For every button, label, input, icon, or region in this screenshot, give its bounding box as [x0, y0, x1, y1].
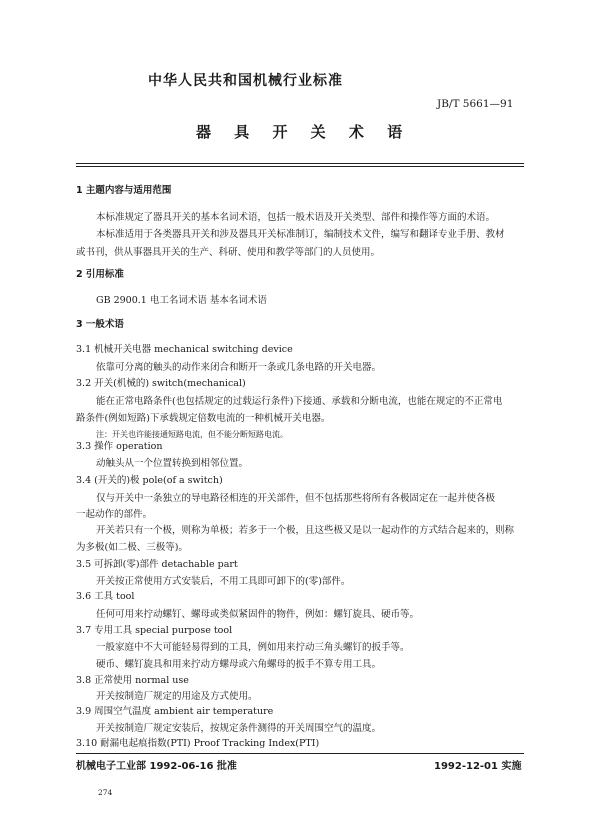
section-3-heading: 3 一般术语: [76, 319, 124, 330]
section-1-paragraph-2-line-2: 或书刊，供从事器具开关的生产、科研、使用和教学等部门的人员使用。: [76, 247, 381, 258]
term-3-2-definition-line-2: 路条件(例如短路)下承载规定倍数电流的一种机械开关电器。: [76, 413, 331, 424]
implementation-date: 1992-12-01 实施: [434, 761, 522, 772]
term-3-6-definition: 任何可用来拧动螺钉、螺母或类似紧固件的物件，例如：螺钉旋具、硬币等。: [96, 609, 420, 620]
term-3-4: 3.4 (开关的)极 pole(of a switch): [76, 475, 223, 486]
term-3-3: 3.3 操作 operation: [76, 441, 163, 452]
term-3-4-definition-line-3: 开关若只有一个极，则称为单极；若多于一个极，且这些极又是以一起动作的方式结合起来的，则称: [96, 525, 515, 536]
term-3-5: 3.5 可拆卸(零)部件 detachable part: [76, 559, 238, 570]
term-3-7-definition-line-1: 一般家庭中不大可能轻易得到的工具，例如用来拧动三角头螺钉的扳手等。: [96, 642, 410, 653]
term-3-4-definition-line-2: 一起动作的部件。: [76, 509, 153, 520]
header-rule-top: [76, 163, 524, 164]
standard-code: JB/T 5661—91: [437, 98, 514, 110]
term-3-2-note: 注：开关也许能接通短路电流，但不能分断短路电流。: [96, 430, 288, 439]
footer-rule: [76, 753, 524, 754]
term-3-4-definition-line-1: 仅与开关中一条独立的导电路径相连的开关部件，但不包括那些将所有各极固定在一起并使各极: [96, 493, 496, 504]
section-1-heading: 1 主题内容与适用范围: [76, 185, 172, 196]
term-3-4-definition-line-4: 为多极(如二极、三极等)。: [76, 542, 188, 553]
term-3-5-definition: 开关按正常使用方式安装后，不用工具即可卸下的(零)部件。: [96, 576, 351, 587]
term-3-7: 3.7 专用工具 special purpose tool: [76, 625, 233, 636]
referenced-standard: GB 2900.1 电工名词术语 基本名词术语: [96, 295, 267, 306]
page-number: 274: [98, 788, 113, 797]
section-1-paragraph-2-line-1: 本标准适用于各类器具开关和涉及器具开关标准制订，编制技术文件，编写和翻译专业手册、教材: [96, 229, 505, 240]
term-3-1: 3.1 机械开关电器 mechanical switching device: [76, 344, 293, 355]
section-1-paragraph-1: 本标准规定了器具开关的基本名词术语，包括一般术语及开关类型、部件和操作等方面的术语。: [96, 212, 496, 223]
term-3-7-definition-line-2: 硬币、螺钉旋具和用来拧动方螺母或六角螺母的扳手不算专用工具。: [96, 659, 382, 670]
term-3-9: 3.9 周围空气温度 ambient air temperature: [76, 706, 274, 717]
term-3-2: 3.2 开关(机械的) switch(mechanical): [76, 378, 246, 389]
term-3-2-definition-line-1: 能在正常电路条件(也包括规定的过载运行条件)下接通、承载和分断电流，也能在规定的不正常电: [96, 396, 503, 407]
term-3-10: 3.10 耐漏电起痕指数(PTI) Proof Tracking Index(PTI): [76, 738, 320, 749]
header-rule-bottom: [76, 166, 524, 167]
term-3-3-definition: 动触头从一个位置转换到相邻位置。: [96, 458, 249, 469]
approval-date: 机械电子工业部 1992-06-16 批准: [76, 761, 237, 772]
term-3-9-definition: 开关按制造厂规定安装后，按规定条件测得的开关周围空气的温度。: [96, 723, 382, 734]
issuing-organization: 中华人民共和国机械行业标准: [148, 73, 343, 89]
term-3-6: 3.6 工具 tool: [76, 591, 135, 602]
document-title: 器 具 开 关 术 语: [196, 123, 412, 141]
term-3-1-definition: 依靠可分离的触头的动作来闭合和断开一条或几条电路的开关电器。: [96, 362, 382, 373]
section-2-heading: 2 引用标准: [76, 269, 124, 280]
term-3-8-definition: 开关按制造厂规定的用途及方式使用。: [96, 691, 258, 702]
term-3-8: 3.8 正常使用 normal use: [76, 675, 189, 686]
